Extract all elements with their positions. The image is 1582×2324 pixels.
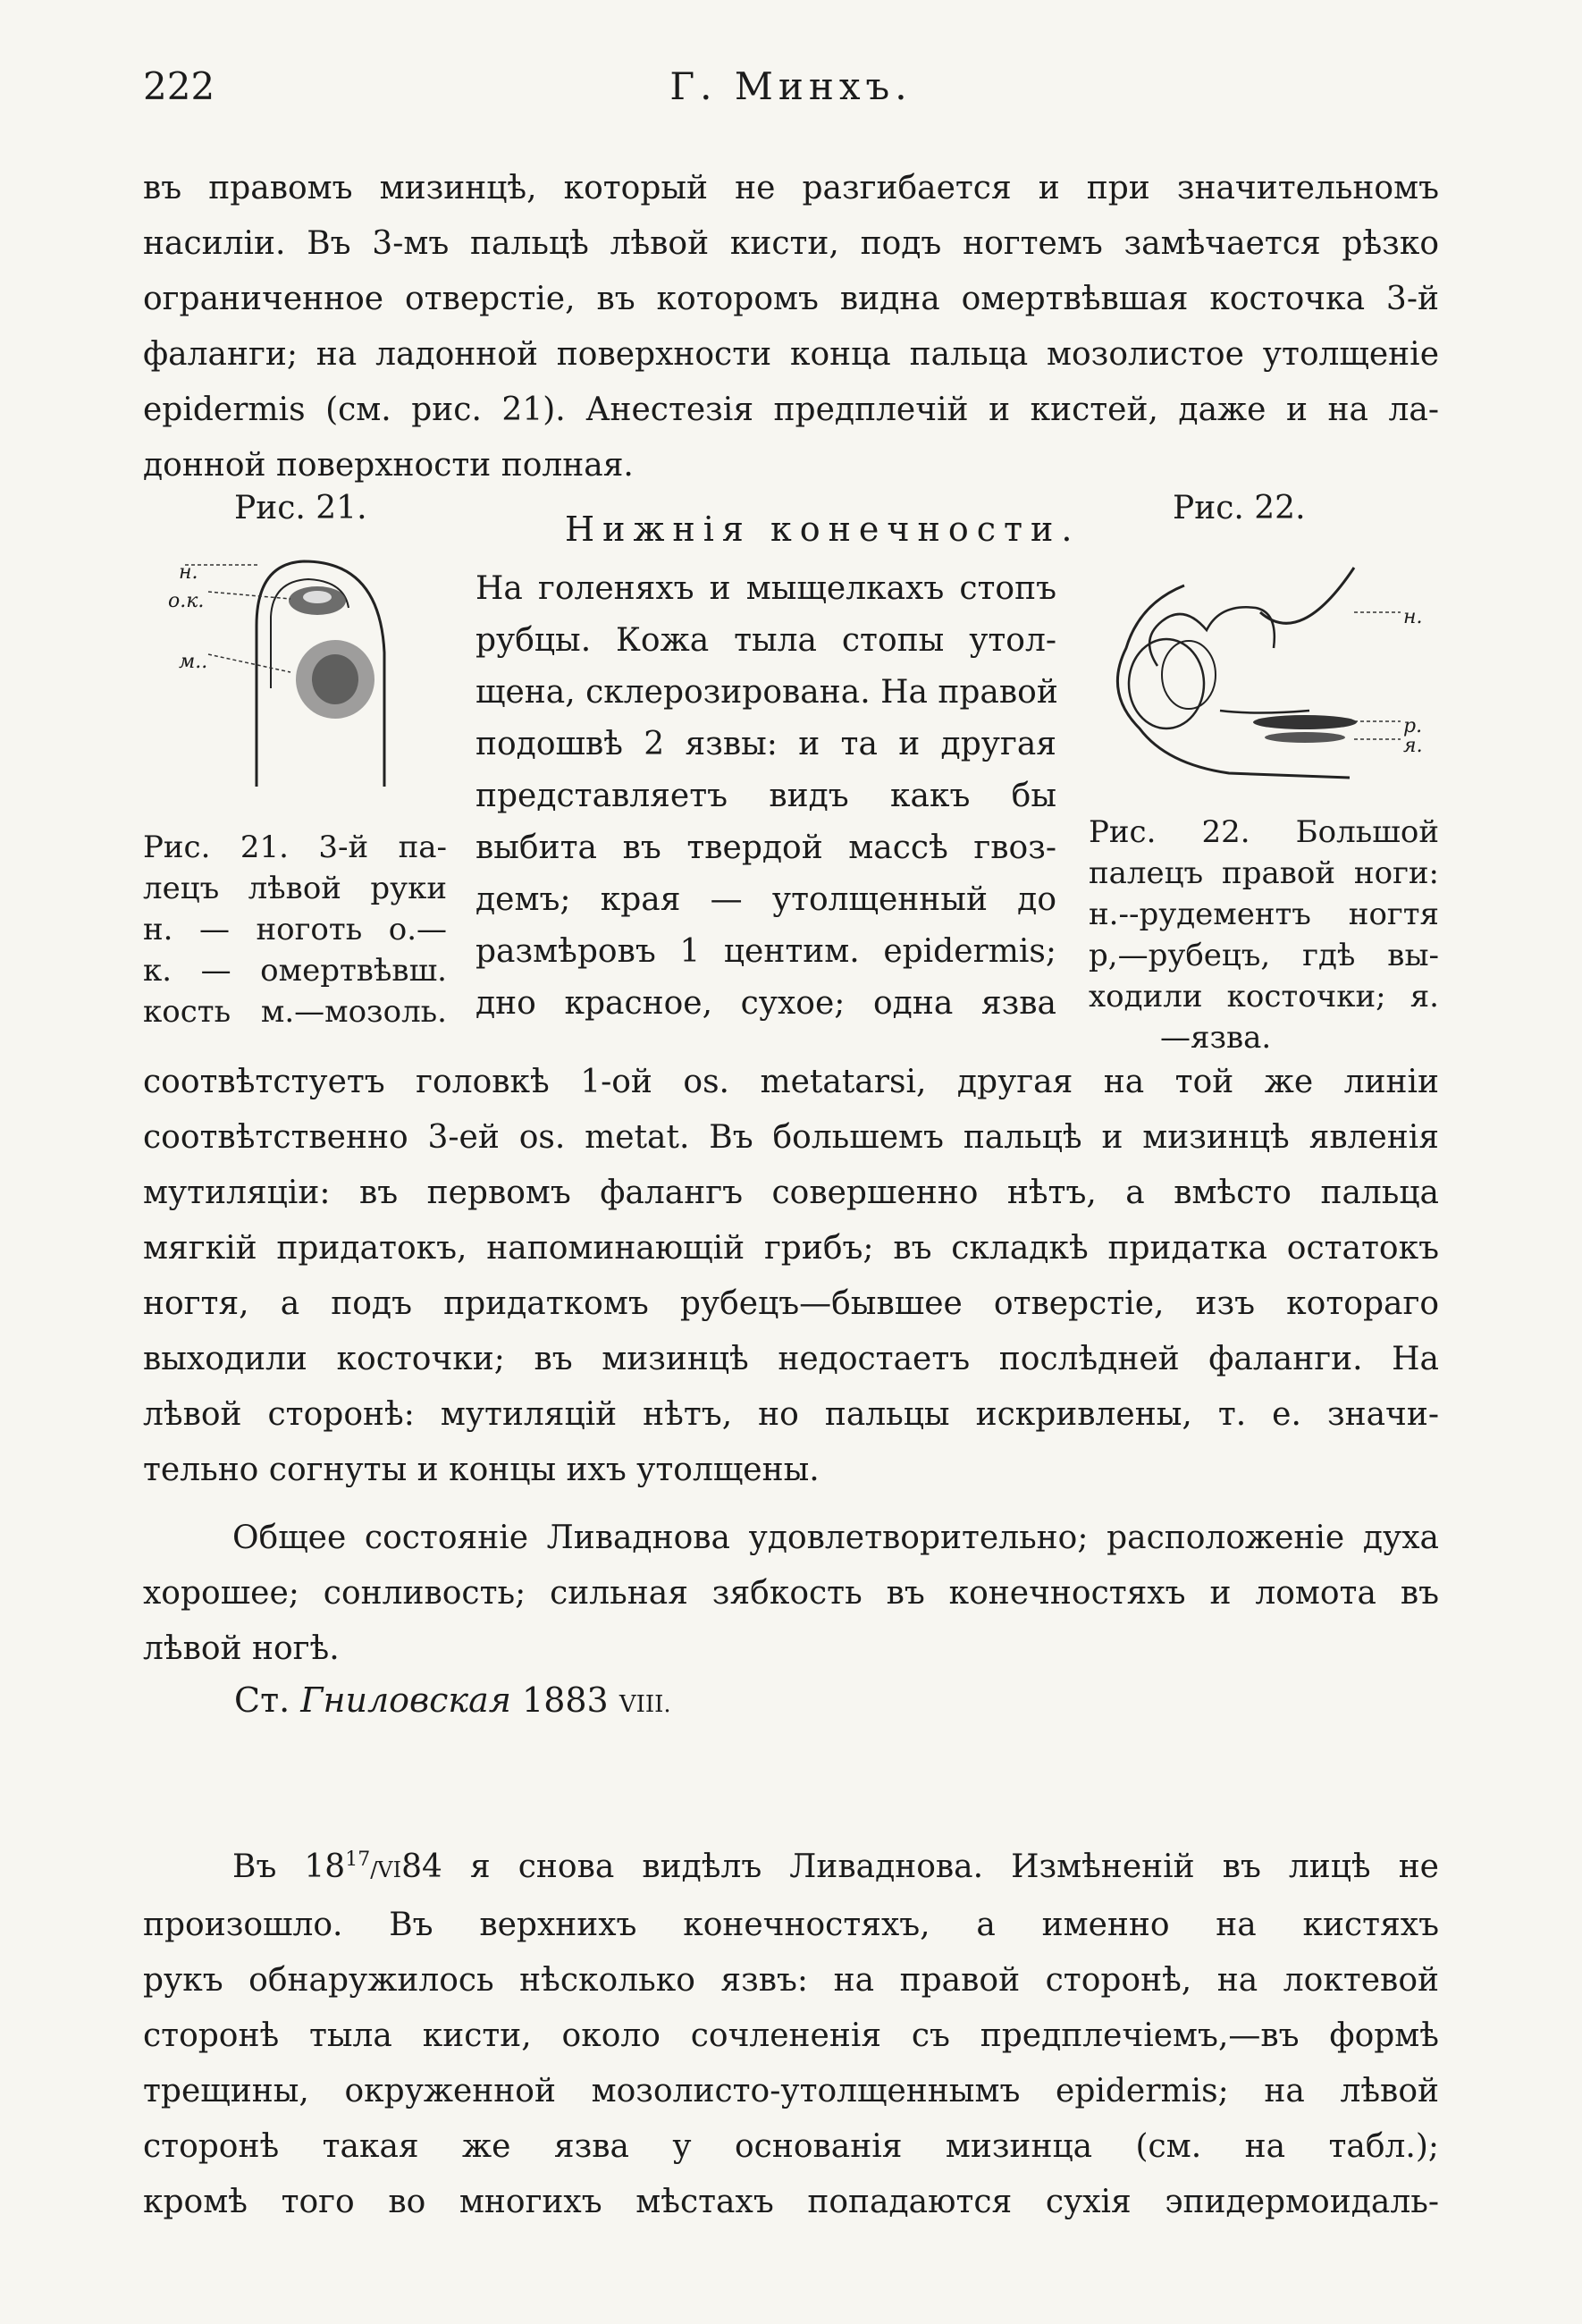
text-line: подошвѣ 2 язвы: и та и другая (475, 726, 1056, 762)
caption-line: к. — омертвѣвш. (143, 953, 447, 989)
date-subscript: /VI (370, 1857, 402, 1882)
figure-22-label-r: р. (1403, 715, 1423, 737)
text-line: ногтя, а подъ придаткомъ рубецъ—бывшее отверстiе, изъ котораго (143, 1285, 1439, 1322)
figure-22-label-n: н. (1403, 606, 1423, 628)
caption-line: Рис. 21. 3-й па- (143, 829, 447, 865)
text-line: лѣвой ногѣ. (143, 1630, 340, 1667)
text-rest: 84 я снова видѣлъ Ливаднова. Измѣненiй въ лицѣ не (401, 1848, 1439, 1885)
text-line: фаланги; на ладонной поверхности конца пальца мозолистое утолщенiе (143, 336, 1439, 373)
paragraph-4 (143, 1832, 1439, 2230)
text-line: дно красное, сухое; одна язва (475, 985, 1056, 1022)
text-line: Общее состоянiе Ливаднова удовлетворительно; расположенiе духа (232, 1520, 1439, 1556)
section-heading: Нижнiя конечности. (565, 509, 1081, 549)
figure-22-toe-drawing (1086, 550, 1435, 804)
caption-line: палецъ правой ноги: (1089, 855, 1439, 891)
caption-line: р,—рубецъ, гдѣ вы- (1089, 938, 1439, 973)
figure-22-caption (1089, 812, 1439, 1058)
figure-21-label-ok: о.к. (168, 590, 205, 612)
text-line: сторонѣ такая же язва у основанiя мизинца (см. на табл.); (143, 2128, 1439, 2165)
text-line: тельно согнуты и концы ихъ утолщены. (143, 1452, 820, 1488)
text-line: мягкiй придатокъ, напоминающiй грибъ; въ складкѣ придатка остатокъ (143, 1230, 1439, 1267)
caption-line: н. — ноготь о.— (143, 912, 447, 947)
text-line (143, 1832, 1439, 1898)
section-column (475, 563, 1056, 1030)
text-line: сторонѣ тыла кисти, около сочлененiя съ предплечiемъ,—въ формѣ (143, 2017, 1439, 2054)
text-line: хорошее; сонливость; сильная зябкость въ конечностяхъ и ломота въ (143, 1575, 1439, 1612)
signature-year: 1883 (522, 1680, 609, 1720)
text-line: epidermis (см. рис. 21). Анестезiя предплечiй и кистей, даже и на ла- (143, 392, 1439, 428)
caption-line: н.--рудементъ ногтя (1089, 897, 1439, 932)
signature-prefix: Ст. (234, 1680, 290, 1720)
paragraph-3 (143, 1511, 1439, 1677)
text-line: лѣвой сторонѣ: мутиляцiй нѣтъ, но пальцы искривлены, т. е. значи- (143, 1396, 1439, 1433)
signature-month: VIII. (618, 1691, 671, 1718)
caption-line: кость м.—мозоль. (143, 994, 447, 1030)
date-prefix: Въ 18 (232, 1848, 346, 1885)
signature-place: Гниловская (300, 1680, 511, 1720)
caption-line: лецъ лѣвой руки (143, 871, 447, 906)
page-header (143, 64, 1439, 118)
text-line: донной поверхности полная. (143, 447, 634, 484)
paragraph-2 (143, 1055, 1439, 1498)
text-line: насилiи. Въ 3-мъ пальцѣ лѣвой кисти, подъ ногтемъ замѣчается рѣзко (143, 225, 1439, 262)
text-line: выходили косточки; въ мизинцѣ недостаетъ послѣдней фаланги. На (143, 1341, 1439, 1377)
date-superscript: 17 (345, 1848, 371, 1871)
text-line: представляетъ видъ какъ бы (475, 778, 1056, 814)
text-line: размѣровъ 1 центим. epidermis; (475, 933, 1056, 970)
figure-21-label-m: м.. (179, 651, 208, 673)
text-line: кромѣ того во многихъ мѣстахъ попадаются сухiя эпидермоидаль- (143, 2184, 1439, 2220)
text-line: На голеняхъ и мыщелкахъ стопъ (475, 570, 1056, 607)
figure-22-title: Рис. 22. (1173, 490, 1306, 526)
figure-21-label-n: н. (179, 561, 198, 584)
caption-line: —язва. (1160, 1020, 1272, 1056)
figure-21-finger-drawing (174, 545, 398, 796)
caption-line: Рис. 22. Большой (1089, 814, 1439, 850)
running-head: Г. Минхъ. (669, 64, 913, 108)
figure-21-caption (143, 827, 447, 1032)
text-line: трещины, окруженной мозолисто-утолщеннымъ epidermis; на лѣвой (143, 2073, 1439, 2109)
text-line: рубцы. Кожа тыла стопы утол- (475, 622, 1056, 659)
caption-line: ходили косточки; я. (1089, 979, 1439, 1015)
text-line: въ правомъ мизинцѣ, который не разгибается и при значительномъ (143, 170, 1439, 206)
text-line: произошло. Въ верхнихъ конечностяхъ, а именно на кистяхъ (143, 1907, 1439, 1943)
text-line: выбита въ твердой массѣ гвоз- (475, 829, 1056, 866)
figure-22-label-ya: я. (1403, 735, 1423, 757)
text-line: соотвѣтстуетъ головкѣ 1-ой os. metatarsi, другая на той же линiи (143, 1064, 1439, 1100)
paragraph-1 (143, 161, 1439, 493)
figure-21-title: Рис. 21. (234, 490, 367, 526)
text-line: соотвѣтственно 3-ей os. metat. Въ большемъ пальцѣ и мизинцѣ явленiя (143, 1119, 1439, 1156)
text-line: ограниченное отверстiе, въ которомъ видна омертвѣвшая косточка 3-й (143, 281, 1439, 317)
text-line: мутиляцiи: въ первомъ фалангъ совершенно нѣтъ, а вмѣсто пальца (143, 1175, 1439, 1211)
text-line: рукъ обнаружилось нѣсколько язвъ: на правой сторонѣ, на локтевой (143, 1962, 1439, 1999)
signature (234, 1680, 671, 1720)
page-number: 222 (143, 64, 215, 108)
text-line: щена, склерозирована. На правой (475, 674, 1058, 711)
text-line: демъ; края — утолщенный до (475, 881, 1056, 918)
